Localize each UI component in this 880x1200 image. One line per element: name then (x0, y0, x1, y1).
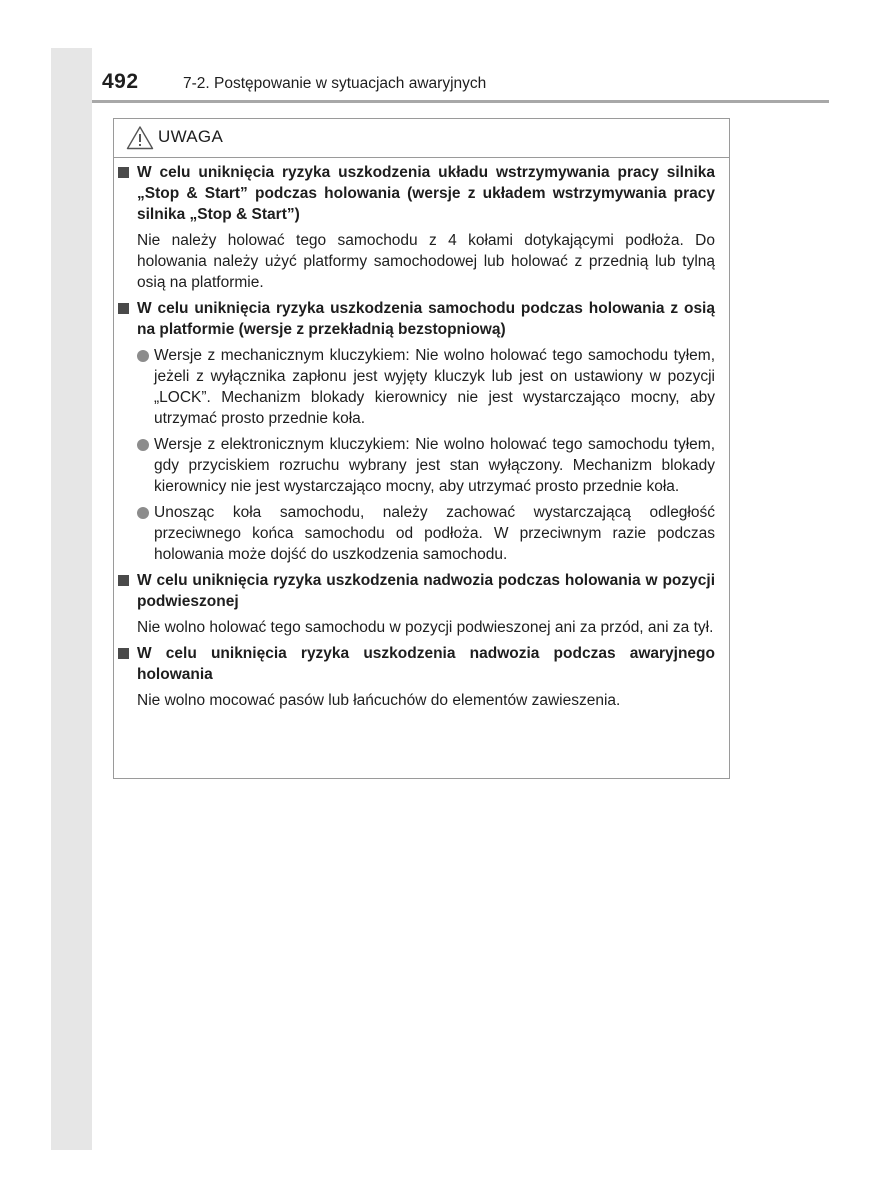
section-heading (118, 298, 715, 340)
page-number: 492 (102, 70, 139, 93)
warning-section (118, 643, 715, 711)
warning-title: UWAGA (158, 127, 224, 146)
section-text: Nie wolno mocować pasów lub łańcuchów do elementów zawieszenia. (137, 692, 621, 709)
warning-header (114, 119, 729, 158)
round-bullet-icon (137, 439, 149, 451)
section-heading (118, 570, 715, 612)
warning-section (118, 162, 715, 293)
section-text: Nie wolno holować tego samochodu w pozycji podwieszonej ani za przód, ani za tył. (137, 619, 714, 636)
square-bullet-icon (118, 575, 129, 586)
square-bullet-icon (118, 303, 129, 314)
section-title: 7-2. Postępowanie w sytuacjach awaryjnych (183, 75, 487, 92)
section-heading (118, 643, 715, 685)
section-heading-text: W celu uniknięcia ryzyka uszkodzenia samochodu podczas holowania z osią na platformie (wersje z przekładnią bezstopniową) (137, 300, 715, 338)
round-bullet-icon (137, 507, 149, 519)
bullet-text: Wersje z mechanicznym kluczykiem: Nie wolno holować tego samochodu tyłem, jeżeli z wyłącznika zapłonu jest wyjęty kluczyk lub jest on ustawiony w pozycji „LOCK”. Mechanizm blokady kierownicy nie jest wystarczająco mocny, aby utrzymać prosto przednie koła. (154, 347, 715, 427)
side-tab-bar (51, 48, 92, 1150)
bullet-item (118, 502, 715, 565)
section-heading-text: W celu uniknięcia ryzyka uszkodzenia nadwozia podczas holowania w pozycji podwieszonej (137, 572, 715, 610)
section-heading-text: W celu uniknięcia ryzyka uszkodzenia układu wstrzymywania pracy silnika „Stop & Start” podczas holowania (wersje z układem wstrzymywania pracy silnika „Stop & Start”) (137, 164, 715, 223)
warning-body (118, 162, 715, 716)
warning-box (113, 118, 730, 779)
bullet-text: Wersje z elektronicznym kluczykiem: Nie wolno holować tego samochodu tyłem, gdy przyciskiem rozruchu wybrany jest stan wyłączony. Mechanizm blokady kierownicy nie jest wystarczająco mocny, aby utrzymać prosto przednie koła. (154, 436, 715, 495)
round-bullet-icon (137, 350, 149, 362)
bullet-text: Unosząc koła samochodu, należy zachować wystarczającą odległość przeciwnego końca samochodu od podłoża. W przeciwnym razie podczas holowania może dojść do uszkodzenia samochodu. (154, 504, 715, 563)
header-divider (92, 100, 829, 103)
bullet-item (118, 434, 715, 497)
section-heading-text: W celu uniknięcia ryzyka uszkodzenia nadwozia podczas awaryjnego holowania (137, 645, 715, 683)
bullet-item (118, 345, 715, 429)
section-heading (118, 162, 715, 225)
warning-section (118, 570, 715, 638)
warning-section (118, 298, 715, 565)
square-bullet-icon (118, 648, 129, 659)
warning-triangle-icon (126, 125, 154, 150)
section-text: Nie należy holować tego samochodu z 4 kołami dotykającymi podłoża. Do holowania należy użyć platformy samochodowej lub holować z przednią lub tylną osią na platformie. (137, 232, 715, 291)
square-bullet-icon (118, 167, 129, 178)
